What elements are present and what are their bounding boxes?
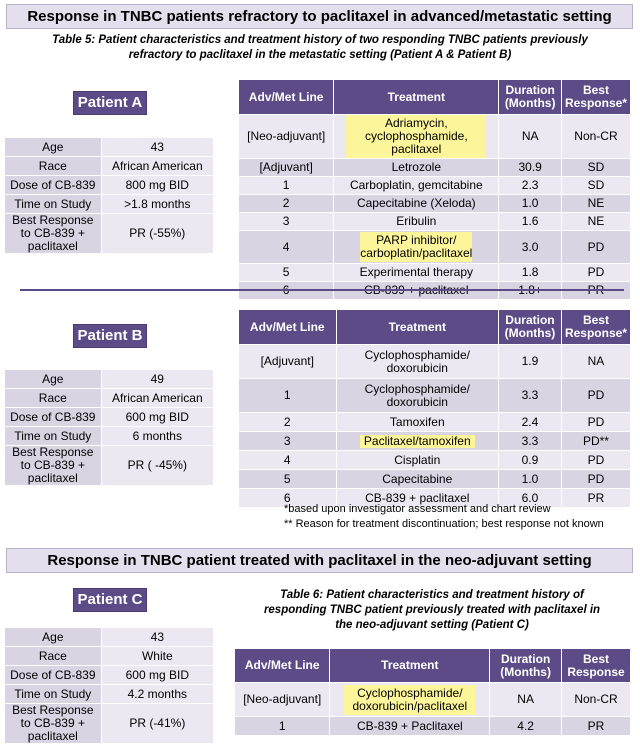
cell-duration: 1.6 [499, 213, 562, 231]
cell-duration: 4.2 [490, 717, 562, 736]
cell-line: 4 [239, 231, 334, 264]
cell-response: SD [561, 177, 630, 195]
header-treatment: Treatment [334, 80, 499, 115]
cell-response: PD [561, 470, 630, 489]
cell-line: [Neo-adjuvant] [239, 115, 334, 159]
table5-caption-line1: Table 5: Patient characteristics and treatment history of two responding TNBC patients previously [52, 34, 588, 46]
history-header-row [239, 310, 631, 345]
history-header-row [235, 649, 631, 683]
table6-caption-line2: responding TNBC patient previously treated with paclitaxel in [263, 604, 601, 616]
cell-treatment: Cyclophosphamide/ doxorubicin [336, 379, 498, 413]
char-row [5, 628, 214, 647]
patient-b-label: Patient B [73, 324, 147, 348]
char-value: African American [101, 157, 213, 176]
cell-duration: 3.0 [499, 231, 562, 264]
cell-response: PD** [561, 432, 630, 451]
header-treatment: Treatment [336, 310, 498, 345]
table-row [239, 264, 631, 282]
cell-duration: 3.3 [499, 432, 562, 451]
footnote-assessment: *based upon investigator assessment and chart review [284, 503, 551, 515]
cell-line: [Adjuvant] [239, 345, 337, 379]
table6-caption-line1: Table 6: Patient characteristics and treatment history of [280, 589, 584, 601]
char-value: 600 mg BID [101, 666, 213, 685]
char-key: Dose of CB-839 [5, 666, 102, 685]
cell-treatment [334, 115, 499, 159]
cell-treatment: Experimental therapy [334, 264, 499, 282]
table-row [235, 683, 631, 717]
highlighted-treatment: PARP inhibitor/ carboplatin/paclitaxel [360, 233, 473, 260]
cell-response: NE [561, 213, 630, 231]
section1-banner: Response in TNBC patients refractory to paclitaxel in advanced/metastatic setting [6, 4, 633, 29]
cell-duration: NA [490, 683, 562, 717]
char-key: Dose of CB-839 [5, 176, 102, 195]
footnote-discontinuation: ** Reason for treatment discontinuation; best response not known [284, 518, 604, 530]
patient-a-characteristics [4, 137, 214, 254]
cell-treatment [336, 432, 498, 451]
table5-caption-line2: refractory to paclitaxel in the metastatic setting (Patient A & Patient B) [128, 49, 512, 61]
cell-duration: 1.8 [499, 264, 562, 282]
cell-response: PD [561, 231, 630, 264]
cell-line: 6 [239, 489, 337, 508]
char-value: 43 [101, 628, 213, 647]
header-duration: Duration (Months) [490, 649, 562, 683]
table-row [235, 717, 631, 736]
cell-treatment: CB-839 + Paclitaxel [330, 717, 490, 736]
cell-line: [Adjuvant] [239, 159, 334, 177]
char-row [5, 666, 214, 685]
char-key: Best Response to CB-839 + paclitaxel [5, 214, 102, 254]
cell-treatment [334, 231, 499, 264]
table-row [239, 413, 631, 432]
patient-b-characteristics [4, 369, 214, 486]
cell-duration: 0.9 [499, 451, 562, 470]
table-row [239, 345, 631, 379]
cell-duration: 1.9 [499, 345, 562, 379]
cell-treatment: Capecitabine [336, 470, 498, 489]
char-value: >1.8 months [101, 195, 213, 214]
cell-response: Non-CR [561, 115, 630, 159]
char-key: Time on Study [5, 195, 102, 214]
char-value: PR (-41%) [101, 704, 213, 744]
cell-response: SD [561, 159, 630, 177]
char-key: Age [5, 138, 102, 157]
patient-c-label: Patient C [73, 588, 147, 612]
table-row [239, 432, 631, 451]
char-value: PR (-55%) [101, 214, 213, 254]
cell-treatment: Tamoxifen [336, 413, 498, 432]
cell-line: 3 [239, 213, 334, 231]
cell-response: NE [561, 195, 630, 213]
cell-duration: NA [499, 115, 562, 159]
footnotes [284, 502, 634, 532]
char-row [5, 389, 214, 408]
header-best-response: Best Response* [561, 310, 630, 345]
cell-response: PR [561, 489, 630, 508]
header-treatment: Treatment [330, 649, 490, 683]
cell-treatment: Letrozole [334, 159, 499, 177]
char-value: 6 months [101, 427, 213, 446]
table6-caption-line3: the neo-adjuvant setting (Patient C) [335, 619, 529, 631]
char-row [5, 214, 214, 254]
cell-duration: 1.0 [499, 195, 562, 213]
char-row [5, 370, 214, 389]
char-key: Age [5, 370, 102, 389]
cell-treatment: Eribulin [334, 213, 499, 231]
section2-banner: Response in TNBC patient treated with paclitaxel in the neo-adjuvant setting [6, 548, 633, 573]
table-row [239, 177, 631, 195]
table-row [239, 159, 631, 177]
char-row [5, 647, 214, 666]
cell-line: 2 [239, 195, 334, 213]
char-value: 800 mg BID [101, 176, 213, 195]
highlighted-treatment: Cyclophosphamide/ doxorubicin/paclitaxel [344, 685, 475, 715]
table-row [239, 470, 631, 489]
char-value: 43 [101, 138, 213, 157]
char-key: Race [5, 647, 102, 666]
char-row [5, 685, 214, 704]
char-row [5, 446, 214, 486]
header-line: Adv/Met Line [239, 80, 334, 115]
char-key: Time on Study [5, 427, 102, 446]
char-value: African American [101, 389, 213, 408]
cell-line: 5 [239, 264, 334, 282]
cell-duration: 1.0 [499, 470, 562, 489]
patient-b-history [238, 309, 631, 508]
cell-line: 1 [235, 717, 330, 736]
char-key: Time on Study [5, 685, 102, 704]
history-header-row [239, 80, 631, 115]
char-key: Dose of CB-839 [5, 408, 102, 427]
highlighted-treatment: Paclitaxel/tamoxifen [360, 435, 475, 448]
cell-treatment: Cisplatin [336, 451, 498, 470]
header-best-response: Best Response* [561, 80, 630, 115]
char-row [5, 157, 214, 176]
char-row [5, 427, 214, 446]
header-line: Adv/Met Line [239, 310, 337, 345]
patient-c-characteristics [4, 627, 214, 744]
cell-line: 1 [239, 177, 334, 195]
char-value: 600 mg BID [101, 408, 213, 427]
patient-a-label: Patient A [73, 91, 147, 115]
cell-response: PD [561, 451, 630, 470]
section-divider [20, 289, 624, 291]
cell-line: [Neo-adjuvant] [235, 683, 330, 717]
char-key: Race [5, 157, 102, 176]
table-row [239, 195, 631, 213]
cell-treatment: Carboplatin, gemcitabine [334, 177, 499, 195]
cell-duration: 2.4 [499, 413, 562, 432]
header-line: Adv/Met Line [235, 649, 330, 683]
char-key: Best Response to CB-839 + paclitaxel [5, 704, 102, 744]
char-value: White [101, 647, 213, 666]
cell-duration: 30.9 [499, 159, 562, 177]
table-row [239, 115, 631, 159]
char-value: 4.2 months [101, 685, 213, 704]
highlighted-treatment: Adriamycin, cyclophosphamide, paclitaxel [346, 115, 486, 158]
char-key: Best Response to CB-839 + paclitaxel [5, 446, 102, 486]
cell-response: PD [561, 264, 630, 282]
char-value: PR ( -45%) [101, 446, 213, 486]
header-duration: Duration (Months) [499, 80, 562, 115]
cell-response: PD [561, 379, 630, 413]
cell-response: PD [561, 413, 630, 432]
patient-c-history [234, 648, 631, 736]
cell-duration: 3.3 [499, 379, 562, 413]
table-row [239, 231, 631, 264]
cell-treatment [330, 683, 490, 717]
table-row [239, 379, 631, 413]
header-duration: Duration (Months) [499, 310, 562, 345]
cell-response: PR [562, 717, 631, 736]
cell-line: 5 [239, 470, 337, 489]
char-row [5, 195, 214, 214]
cell-duration: 6.0 [499, 489, 562, 508]
cell-treatment: Cyclophosphamide/ doxorubicin [336, 345, 498, 379]
table-row [239, 451, 631, 470]
char-row [5, 704, 214, 744]
header-best-response: Best Response [562, 649, 631, 683]
cell-response: NA [561, 345, 630, 379]
char-row [5, 408, 214, 427]
cell-duration: 2.3 [499, 177, 562, 195]
cell-line: 3 [239, 432, 337, 451]
table5-caption [10, 33, 630, 63]
cell-treatment: Capecitabine (Xeloda) [334, 195, 499, 213]
cell-line: 1 [239, 379, 337, 413]
cell-treatment: CB-839 + paclitaxel [336, 489, 498, 508]
patient-a-history [238, 79, 631, 300]
char-key: Age [5, 628, 102, 647]
cell-response: Non-CR [562, 683, 631, 717]
table-row [239, 213, 631, 231]
char-row [5, 176, 214, 195]
char-key: Race [5, 389, 102, 408]
cell-line: 4 [239, 451, 337, 470]
char-row [5, 138, 214, 157]
cell-line: 2 [239, 413, 337, 432]
char-value: 49 [101, 370, 213, 389]
table6-caption [234, 588, 630, 633]
